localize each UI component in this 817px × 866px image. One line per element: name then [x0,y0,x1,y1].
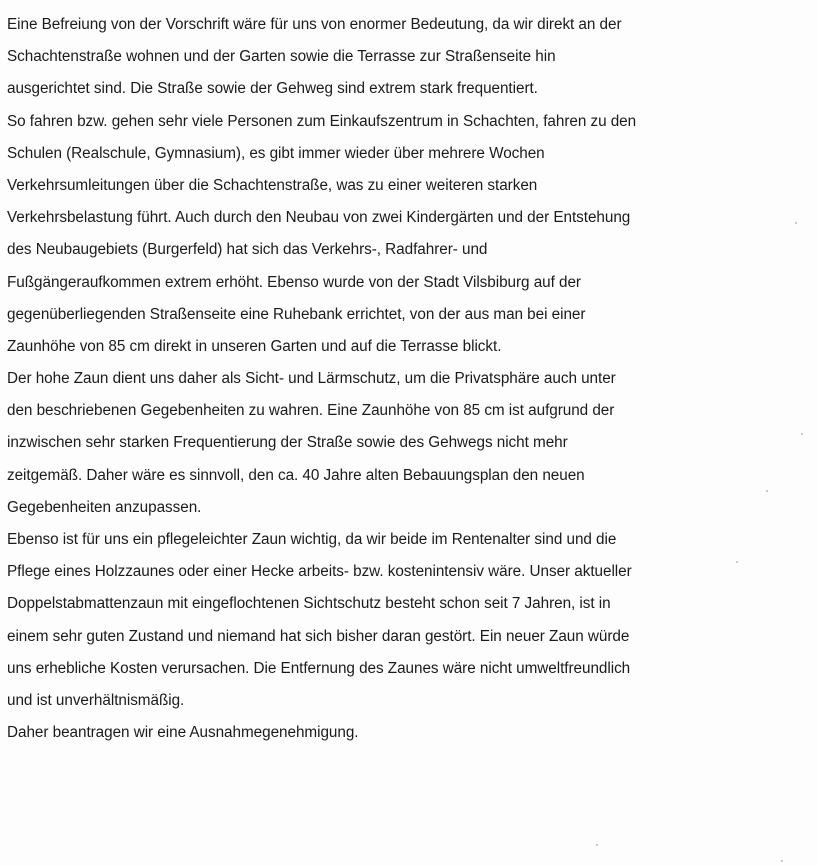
text-line: Eine Befreiung von der Vorschrift wäre für uns von enormer Bedeutung, da wir direkt an der [7,16,622,33]
letter-body [7,9,813,749]
text-line: So fahren bzw. gehen sehr viele Personen zum Einkaufszentrum in Schachten, fahren zu den [7,112,637,130]
text-line: und ist unverhältnismäßig. [7,691,185,709]
text-line: Ebenso ist für uns ein pflegeleichter Zaun wichtig, da wir beide im Rentenalter sind und die [7,531,617,548]
text-line: einem sehr guten Zustand und niemand hat sich bisher daran gestört. Ein neuer Zaun würde [7,627,630,645]
text-line: Zaunhöhe von 85 cm direkt in unseren Garten und auf die Terrasse blickt. [7,337,502,355]
text-line: Pflege eines Holzzaunes oder einer Hecke arbeits- bzw. kostenintensiv wäre. Unser aktueller [7,563,632,581]
text-line: ausgerichtet sind. Die Straße sowie der Gehweg sind extrem stark frequentiert. [7,80,538,98]
text-line: Fußgängeraufkommen extrem erhöht. Ebenso wurde von der Stadt Vilsbiburg auf der [7,273,581,291]
text-line: Verkehrsbelastung führt. Auch durch den Neubau von zwei Kindergärten und der Entstehung [7,209,631,227]
text-line: des Neubaugebiets (Burgerfeld) hat sich das Verkehrs-, Radfahrer- und [7,241,488,259]
scan-speck [795,222,797,224]
scan-speck [781,860,783,862]
text-line: den beschriebenen Gegebenheiten zu wahren. Eine Zaunhöhe von 85 cm ist aufgrund der [7,402,615,420]
text-line: Gegebenheiten anzupassen. [7,498,202,516]
text-line: zeitgemäß. Daher wäre es sinnvoll, den ca. 40 Jahre alten Bebauungsplan den neuen [7,466,585,484]
text-line: inzwischen sehr starken Frequentierung der Straße sowie des Gehwegs nicht mehr [7,434,568,452]
text-line: Daher beantragen wir eine Ausnahmegenehmigung. [7,724,359,742]
text-line: Der hohe Zaun dient uns daher als Sicht- und Lärmschutz, um die Privatsphäre auch unter [7,370,616,388]
scan-speck [801,433,803,435]
text-line: uns erhebliche Kosten verursachen. Die Entfernung des Zaunes wäre nicht umweltfreundlich [7,659,631,677]
text-line: Doppelstabmattenzaun mit eingeflochtenen Sichtschutz besteht schon seit 7 Jahren, ist in [7,595,611,613]
text-line: Verkehrsumleitungen über die Schachtenstraße, was zu einer weiteren starken [7,176,538,194]
scan-speck [736,561,738,563]
scan-speck [596,844,598,846]
text-line: gegenüberliegenden Straßenseite eine Ruhebank errichtet, von der aus man bei einer [7,305,586,323]
text-line: Schachtenstraße wohnen und der Garten sowie die Terrasse zur Straßenseite hin [7,48,556,66]
scan-speck [766,490,768,492]
text-line: Schulen (Realschule, Gymnasium), es gibt immer wieder über mehrere Wochen [7,144,545,162]
